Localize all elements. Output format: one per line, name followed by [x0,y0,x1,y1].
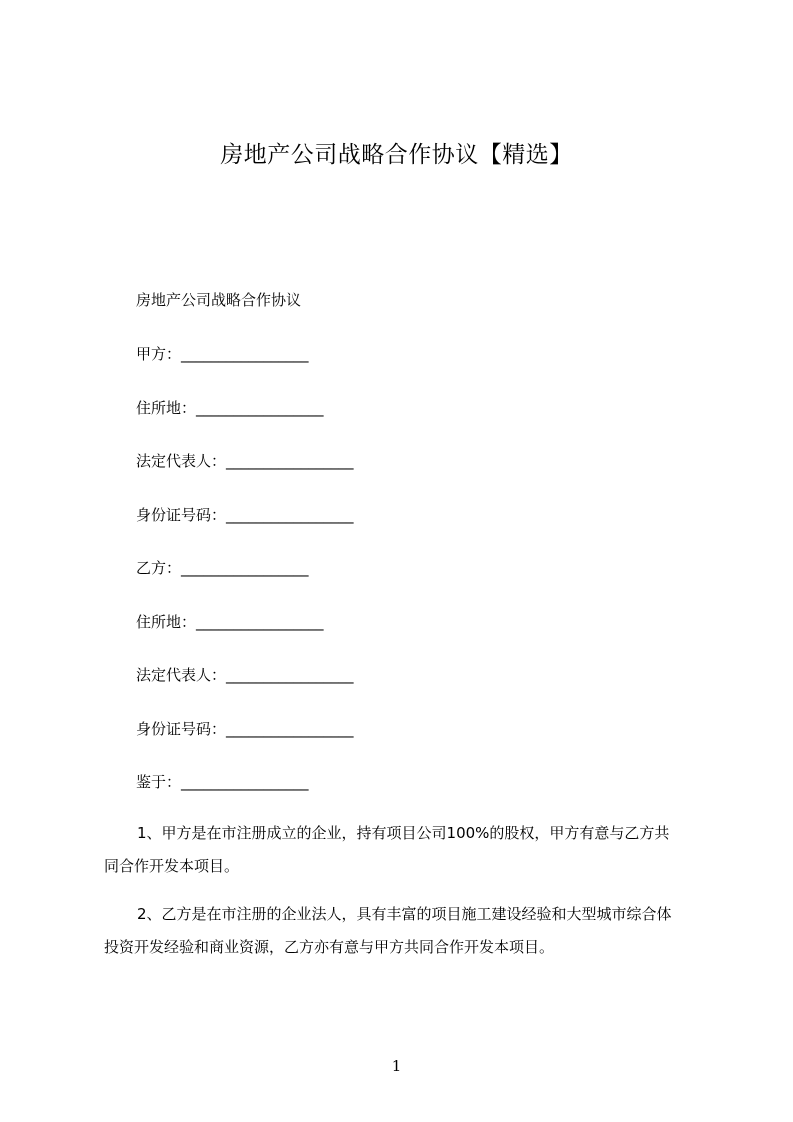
recital-2-first-line: 2、乙方是在市注册的企业法人，具有丰富的项目施工建设经验和大型城市综合体 [137,905,672,923]
party-b-id-number-field: 身份证号码：_________________ [136,720,354,738]
party-b-legal-rep-field: 法定代表人：_________________ [136,666,354,684]
party-a-field: 甲方：_________________ [136,345,309,363]
party-a-legal-rep-field: 法定代表人：_________________ [136,452,354,470]
party-a-address-field: 住所地：_________________ [136,399,324,417]
recital-1-first-line: 1、甲方是在市注册成立的企业，持有项目公司100%的股权，甲方有意与乙方共 [137,824,670,842]
agreement-subtitle: 房地产公司战略合作协议 [136,291,302,309]
party-b-address-field: 住所地：_________________ [136,613,324,631]
recital-paragraph-2 [104,898,704,964]
document-title: 房地产公司战略合作协议【精选】 [220,142,573,168]
party-a-id-number-field: 身份证号码：_________________ [136,506,354,524]
whereas-field: 鉴于：_________________ [136,773,309,791]
page-number: 1 [391,1057,402,1075]
recital-2-continuation: 投资开发经验和商业资源，乙方亦有意与甲方共同合作开发本项目。 [104,938,555,956]
recital-paragraph-1 [104,817,704,883]
recital-1-continuation: 同合作开发本项目。 [104,857,240,875]
party-b-field: 乙方：_________________ [136,559,309,577]
